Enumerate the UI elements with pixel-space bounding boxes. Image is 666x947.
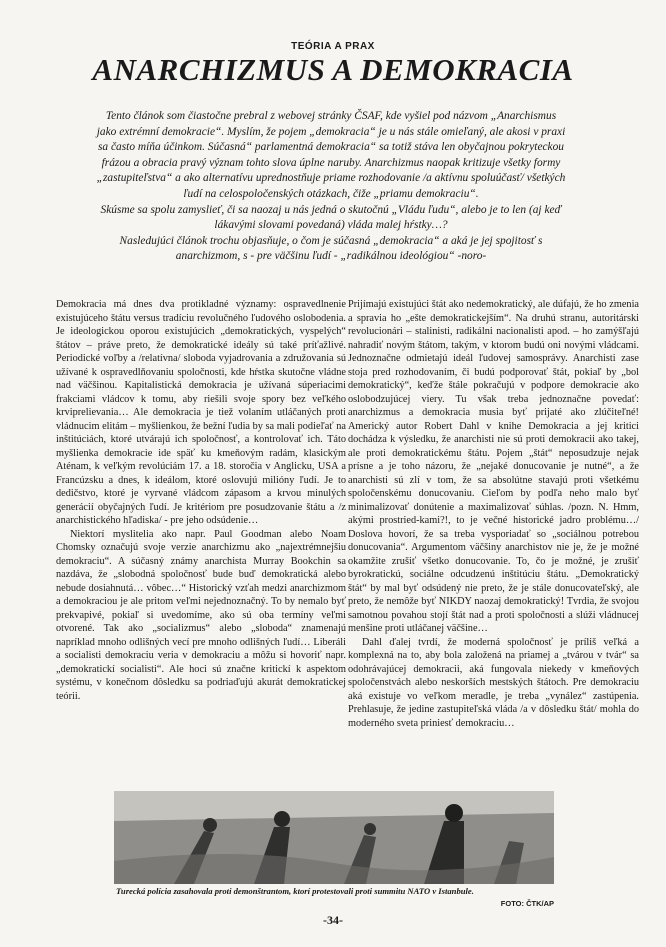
photo-caption: Turecká polícia zasahovala proti demonštrantom, ktorí protestovali proti summitu NATO v Istanbule.: [116, 886, 474, 896]
left-column: [56, 298, 346, 703]
article-headline: ANARCHIZMUS A DEMOKRACIA: [92, 52, 574, 87]
right-column: [348, 298, 639, 730]
intro-paragraph: Nasledujúci článok trochu objasňuje, o čom je súčasná „demokracia“ a aká je jej spojitosť s anarchizmom, s - pre väčšinu ľudí - „radikálnou ideológiou“ -noro-: [119, 234, 543, 263]
body-paragraph: Niektorí myslitelia ako napr. Paul Goodman alebo Noam Chomsky označujú svoje verzie anarchizmu ako „najextrémnejšiu demokraciu“. A súčasný známy anarchista Murray Bookchin sa nazdáva, že „slobodná spoločnosť bude buď demokratická alebo nebude dosiahnutá… vôbec…“ Historický vzťah medzi anarchizmom a demokraciou je ale pritom veľmi nejednoznačný. To by nemalo byť prekvapivé, pokiaľ si uvedomíme, ako sú oba termíny veľmi otvorené. Tak ako „socializmus“ alebo „sloboda“ znamenajú napríklad mnoho odlišných vecí pre mnoho odlišných ľudí… Liberáli a socialisti demokraciu veria v demokraciu a môžu si hovoriť napr. „demokratickí socialisti“. Ale hoci sú značne kritickí k aspektom systému, v konečnom dôsledku sa podriaďujú akurát demokratickej teórii.: [56, 528, 346, 702]
news-photo: [114, 791, 554, 884]
body-paragraph: Prijímajú existujúci štát ako nedemokratický, ale dúfajú, že ho zmenia a spravia ho „ešte demokratickejším“. Na druhú stranu, autoritárski revolucionári – stalinisti, radikálni nacionalisti apod. – ho zamýšľajú nahradiť novým štátom, takým, v ktorom budú oni novými vládcami. Jednoznačne odmietajú ideál ľudovej samosprávy. Anarchisti zase stoja pred rozhodovaním, či budú podporovať štát, pokiaľ by „bol demokratický“, keďže štále pokračujú v podpore demokracie ako oslobodzujúcej viery. Tu však treba jednoznačne povedať: anarchizmus a demokracia musia byť prijaté ako zlúčiteľné! Americký autor Robert Dahl v knihe Demokracia a jej kritici dochádza k výsledku, že anarchisti nie sú proti demokracii ako takej, ale proti demokratickému štátu. Pojem „štát“ neposudzuje nejak prísne a je toho názoru, že „nejaké donucovanie je nutné“, a že anarchisti sú zlí v tom, že sa absolútne stavajú proti všetkému spoločenskému donucovaniu. Cieľom by podľa neho malo byť minimalizovať donútenie a maximalizovať súhlas. /pozn. N. Hmm, akými prostried-kami?!, to je večné historické jadro problému…/ Doslova hovorí, že sa treba vysporiadať so „sociálnou potrebou donucovania“. Argumentom väčšiny anarchistov nie je, že je možné okamžite zrušiť všetko donucovanie. To, čo je možné, je zrušiť byrokratickú, sociálne odcudzenú inštitúciu štátu. „Demokratický štát“ by mal byť odsúdený nie preto, že je stále donucovateľský, ale preto, že nemôže byť NIKDY naozaj demokratický! Tvrdia, že svojou samotnou povahou stojí štát nad a proti spoločnosti a slúži vládnucej menšine proti utláčanej väčšine…: [348, 299, 639, 634]
intro-paragraph: Skúsme sa spolu zamyslieť, či sa naozaj u nás jedná o skutočnú „Vládu ľudu“, alebo je to len (aj keď lákavými slovami povedaná) vláda malej hŕstky…?: [100, 203, 562, 232]
article-intro: [96, 109, 566, 265]
photo-credit: FOTO: ČTK/AP: [500, 899, 554, 908]
photo-illustration: [114, 791, 554, 884]
intro-paragraph: Tento článok som čiastočne prebral z webovej stránky ČSAF, kde vyšiel pod názvom „Anarchismus jako extrémní demokracie“. Myslím, že pojem „demokracia“ je u nás stále omieľaný, ale akosi v praxi sa často míňa účinkom. Súčasná“ parlamentná demokracia“ sa totiž stáva len obyčajnou pokryteckou frázou a obracia pravý význam tohto slova úplne naruby. Anarchizmus naopak kritizuje všetky formy „zastupiteľstva“ a ako alternatívu uprednostňuje priame rozhodovanie /a aktívnu spoluúčasť/ všetkých ľudí na celospoločenských otázkach, čiže „priamu demokraciu“.: [96, 110, 566, 200]
body-paragraph: Dahl ďalej tvrdí, že moderná spoločnosť je príliš veľká a komplexná na to, aby bola založená na priamej a „tvárou v tvár“ sa odohrávajúcej demokracii, aká fungovala niekedy v kmeňových spoločenstvách alebo neskorších mestských štátoch. Pre demokraciu aká existuje vo veľkom meradle, je treba „vynález“ zastúpenia. Prehlasuje, že jedine zastupiteľská vláda /a v dôsledku štát/ mohla do moderného sveta priniesť demokraciu…: [348, 636, 639, 729]
body-paragraph: Demokracia má dnes dva protikladné významy: ospravedlnenie existujúceho štátu versus tradíciu revolučného ľudového oslobodenia. Je ideologickou oporou existujúcich „demokratických, vyspelých“ štátov – práve preto, že demokratické ideály sú také príťažlivé. Periodické voľby a /relatívna/ sloboda vyjadrovania a združovania sú užívané k ospravedlňovaniu spoločnosti, kde hŕstka skutočne vládne nad väčšinou. Kapitalistická demokracia je užívaná súperiacimi frakciami vládcov k tomu, aby riešili svoje spory bez veľkého krviprelievania… Ale demokracia je tiež volaním utláčaných proti vládnucim elitám – myšlienkou, že bežní ľudia by sa mali podieľať na inštitúciách, ktoré utvárajú ich spoločnosť, a kontrolovať ich. Táto myšlienka demokracie ide späť ku kmeňovým radám, klasickým Aténam, k veľkým revolúciám 17. a 18. storočia v Anglicku, USA a Francúzsku a dnes, k ideálom, ktoré oslovujú milióny ľudí. Je to dedičstvo, ktoré je vyrvané vládcom zápasom a krvou minulých generácií obyčajných ľudí. Je kritériom pre posudzovanie štátu a /z anarchistického hľadiska/ - pre jeho odsúdenie…: [56, 299, 346, 526]
page-number: -34-: [323, 913, 343, 927]
section-label: TEÓRIA A PRAX: [291, 41, 375, 52]
